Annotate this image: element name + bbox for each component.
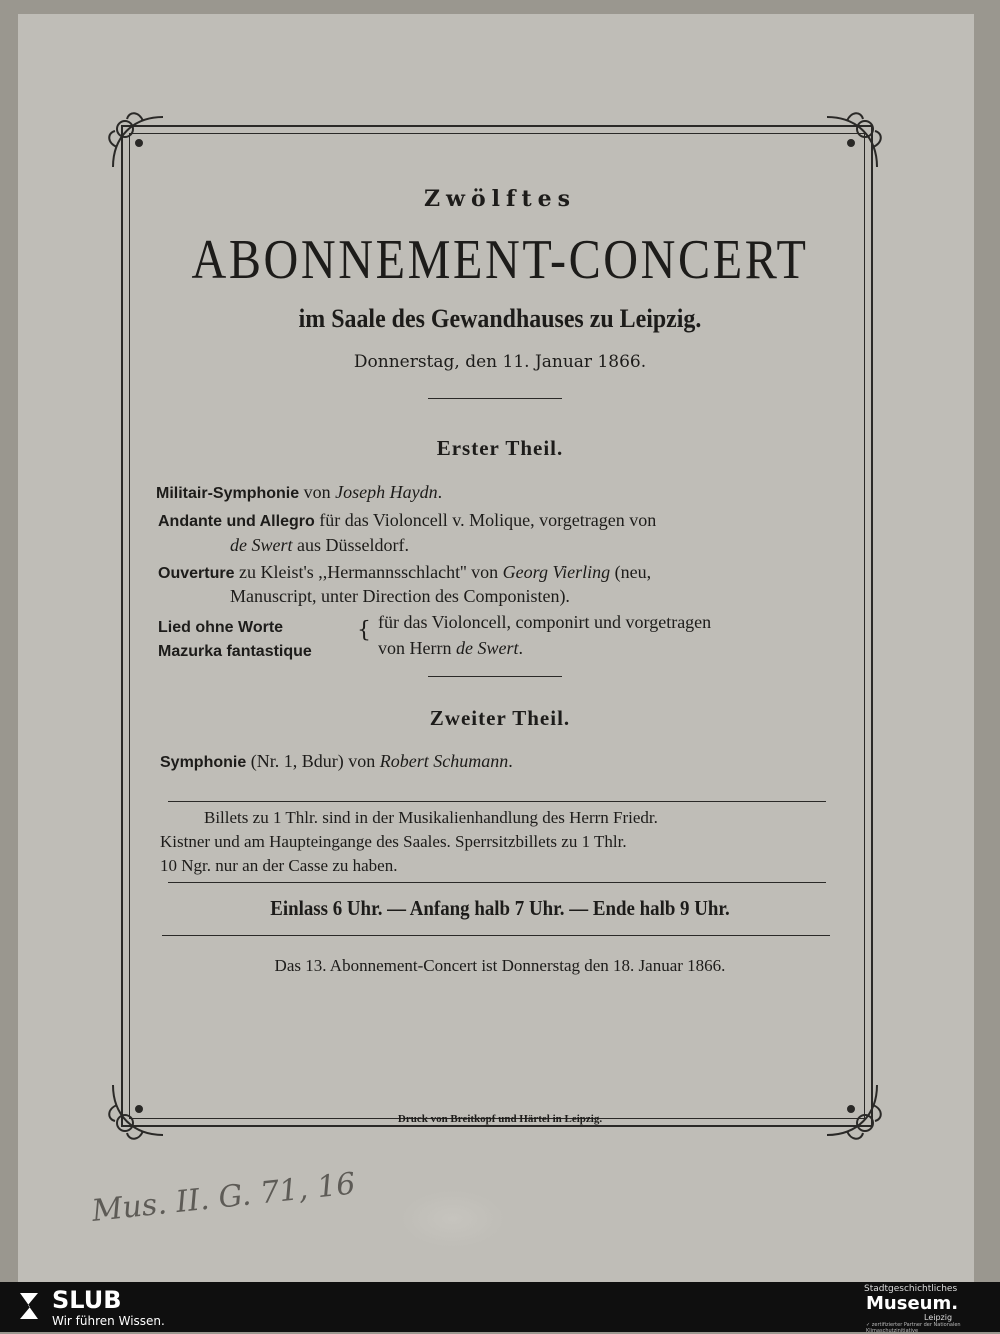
museum-name: Museum. [866,1293,959,1314]
work-title [158,616,283,637]
divider [162,935,830,936]
library-tagline: Wir führen Wissen. [52,1314,165,1328]
program-text: aus Düsseldorf. [292,535,409,555]
program-text: . [518,638,523,658]
ornament-bottom-left-icon [103,1075,173,1145]
divider [168,801,826,802]
program-item-continuation [230,535,409,556]
work-title [158,640,312,661]
work-title: Militair-Symphonie [156,485,300,502]
museum-city: Leipzig [924,1313,953,1322]
library-stamp-emboss [400,1190,505,1248]
concert-date: Donnerstag, den 11. Januar 1866. [353,352,647,372]
museum-certification: ✓ zertifizierter Partner der Nationalen Klimaschutzinitiative [866,1322,961,1334]
ornament-bottom-right-icon [817,1075,887,1145]
program-text: (Nr. 1, Bdur) von [246,751,380,771]
work-title: Ouverture [158,565,235,582]
program-item [156,482,442,503]
program-text: . [437,482,443,502]
ticket-info-line: Billets zu 1 Thlr. sind in der Musikalienhandlung des Herrn Friedr. [204,808,658,827]
printer-imprint: Druck von Breitkopf und Härtel in Leipzig. [397,1113,603,1125]
work-title: Symphonie [160,754,247,771]
program-text: (neu, [610,562,652,582]
next-concert-note: Das 13. Abonnement-Concert ist Donnerstag den 18. Januar 1866. [274,956,726,975]
admission-times: Einlass 6 Uhr. — Anfang halb 7 Uhr. — Ende halb 9 Uhr. [270,896,730,920]
program-item [158,562,651,583]
divider [428,398,562,399]
concert-title: ABONNEMENT-CONCERT [191,229,809,291]
ornament-top-left-icon [103,107,173,177]
composer-name: Robert Schumann [379,751,509,771]
program-item [160,751,513,772]
divider [168,882,826,883]
work-title: Andante und Allegro [158,513,315,530]
library-name: SLUB [52,1286,122,1314]
brace-icon: { [357,618,371,643]
work-title-text: Mazurka fantastique [158,643,312,660]
program-text: von [299,482,336,502]
program-text: für das Violoncell, componirt und vorgetragen [378,612,712,632]
program-item [158,510,656,531]
program-text: für das Violoncell v. Molique, vorgetragen von [314,510,657,530]
program-text: von Herrn [378,638,456,658]
ticket-info-line: 10 Ngr. nur an der Casse zu haben. [160,856,398,875]
ticket-info-line: Kistner und am Haupteingange des Saales. Sperrsitzbillets zu 1 Thlr. [160,832,627,851]
performer-name: de Swert [455,638,519,658]
handwritten-shelfmark: Mus. II. G. 71, 16 [90,1166,358,1229]
concert-ordinal: Zwölftes [423,186,577,212]
part1-title: Erster Theil. [436,436,564,460]
part2-title: Zweiter Theil. [429,706,571,730]
museum-prefix: Stadtgeschichtliches [864,1284,958,1294]
work-title-text: Lied ohne Worte [158,619,284,636]
composer-name: Georg Vierling [502,562,611,582]
divider [428,676,562,677]
program-item-continuation: Manuscript, unter Direction des Componisten). [230,586,570,606]
ornament-top-right-icon [817,107,887,177]
program-text: zu Kleist's ,,Hermannsschlacht'' von [234,562,503,582]
performer-name: de Swert [230,535,293,555]
program-text: . [508,751,513,771]
footer-bar [0,1282,1000,1332]
concert-venue: im Saale des Gewandhauses zu Leipzig. [298,304,702,333]
slub-logo-icon [16,1291,42,1321]
composer-name: Joseph Haydn [335,482,438,502]
program-item-continuation [378,638,523,659]
